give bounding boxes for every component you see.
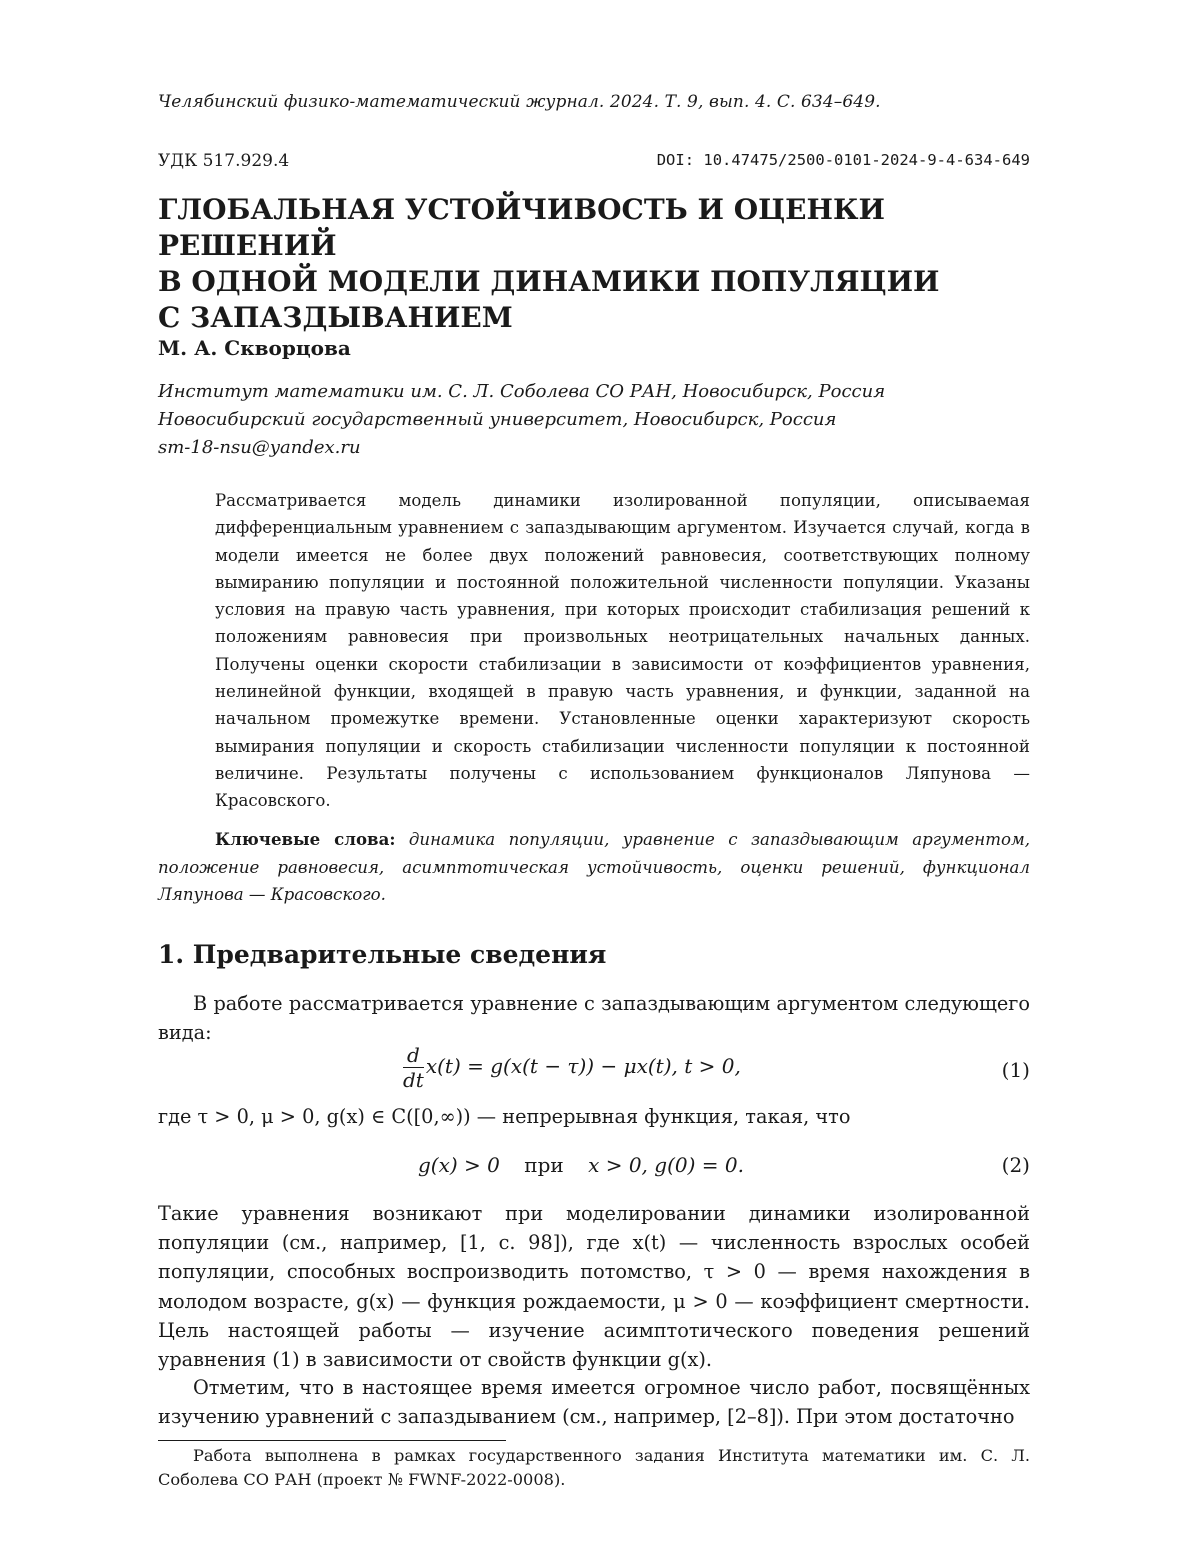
author-email[interactable]: sm-18-nsu@yandex.ru: [158, 437, 361, 458]
section-heading: 1. Предварительные сведения: [158, 940, 607, 969]
equation-2: [418, 1153, 744, 1177]
intro-paragraph: В работе рассматривается уравнение с запаздывающим аргументом следующего вида:: [158, 992, 1030, 1045]
doi: DOI: 10.47475/2500-0101-2024-9-4-634-649: [656, 151, 1030, 169]
footnote: Работа выполнена в рамках государственного задания Института математики им. С. Л. Соболева СО РАН (проект № FWNF-2022-0008).: [158, 1446, 1030, 1489]
paragraph-2: Такие уравнения возникают при моделировании динамики изолированной популяции (см., например, [1, с. 98]), где x(t) — численность взрослых особей популяции, способных воспроизводить потомство, τ > 0 — время нахождения в молодом возрасте, g(x) — функция рождаемости, μ > 0 — коэффициент смертности. Цель настоящей работы — изучение асимптотического поведения решений уравнения (1) в зависимости от свойств функции g(x).: [158, 1202, 1030, 1372]
equation-2-left: g(x) > 0: [418, 1153, 500, 1177]
paper-title: [158, 192, 1058, 336]
equation-1: [403, 1043, 741, 1092]
derivative-fraction: [403, 1043, 424, 1092]
title-line-2: В ОДНОЙ МОДЕЛИ ДИНАМИКИ ПОПУЛЯЦИИ: [158, 265, 940, 298]
keywords: [158, 826, 1030, 909]
equation-2-right: x > 0, g(0) = 0.: [588, 1153, 744, 1177]
equation-2-number: (2): [1001, 1153, 1030, 1177]
abstract: Рассматривается модель динамики изолированной популяции, описываемая дифференциальным уравнением с запаздывающим аргументом. Изучается случай, когда в модели имеется не более двух положений равновесия, соответствующих полному вымиранию популяции и постоянной положительной численности популяции. Указаны условия на правую часть уравнения, при которых происходит стабилизация решений к положениям равновесия при произвольных неотрицательных начальных данных. Получены оценки скорости стабилизации в зависимости от коэффициентов уравнения, нелинейной функции, входящей в правую часть уравнения, и функции, заданной на начальном промежутке времени. Установленные оценки характеризуют скорость вымирания популяции и скорость стабилизации численности популяции к постоянной величине. Результаты получены с использованием функционалов Ляпунова — Красовского.: [215, 491, 1030, 811]
keywords-list: динамика популяции, уравнение с запаздывающим аргументом, положение равновесия, асимптотическая устойчивость, оценки решений, функционал Ляпунова — Красовского.: [158, 830, 1030, 904]
affiliation-1: Институт математики им. С. Л. Соболева СО РАН, Новосибирск, Россия: [158, 381, 886, 402]
equation-1-number: (1): [1001, 1058, 1030, 1082]
fraction-numerator: d: [403, 1043, 424, 1068]
author-name: М. А. Скворцова: [158, 336, 351, 360]
title-line-3: С ЗАПАЗДЫВАНИЕМ: [158, 301, 513, 334]
udk-code: УДК 517.929.4: [158, 151, 290, 171]
keywords-label: Ключевые слова:: [215, 829, 396, 849]
where-line: где τ > 0, μ > 0, g(x) ∈ C([0,∞)) — непрерывная функция, такая, что: [158, 1105, 851, 1128]
title-line-1: ГЛОБАЛЬНАЯ УСТОЙЧИВОСТЬ И ОЦЕНКИ РЕШЕНИЙ: [158, 193, 885, 262]
affiliation-2: Новосибирский государственный университет, Новосибирск, Россия: [158, 409, 837, 430]
journal-citation: Челябинский физико-математический журнал. 2024. Т. 9, вып. 4. С. 634–649.: [158, 92, 881, 112]
equation-2-mid: при: [524, 1153, 564, 1177]
paragraph-3: Отметим, что в настоящее время имеется огромное число работ, посвящённых изучению уравнений с запаздыванием (см., например, [2–8]). При этом достаточно: [158, 1376, 1030, 1429]
fraction-denominator: dt: [403, 1068, 424, 1092]
footnote-rule: [158, 1440, 506, 1441]
equation-1-rhs: x(t) = g(x(t − τ)) − μx(t), t > 0,: [425, 1054, 741, 1078]
